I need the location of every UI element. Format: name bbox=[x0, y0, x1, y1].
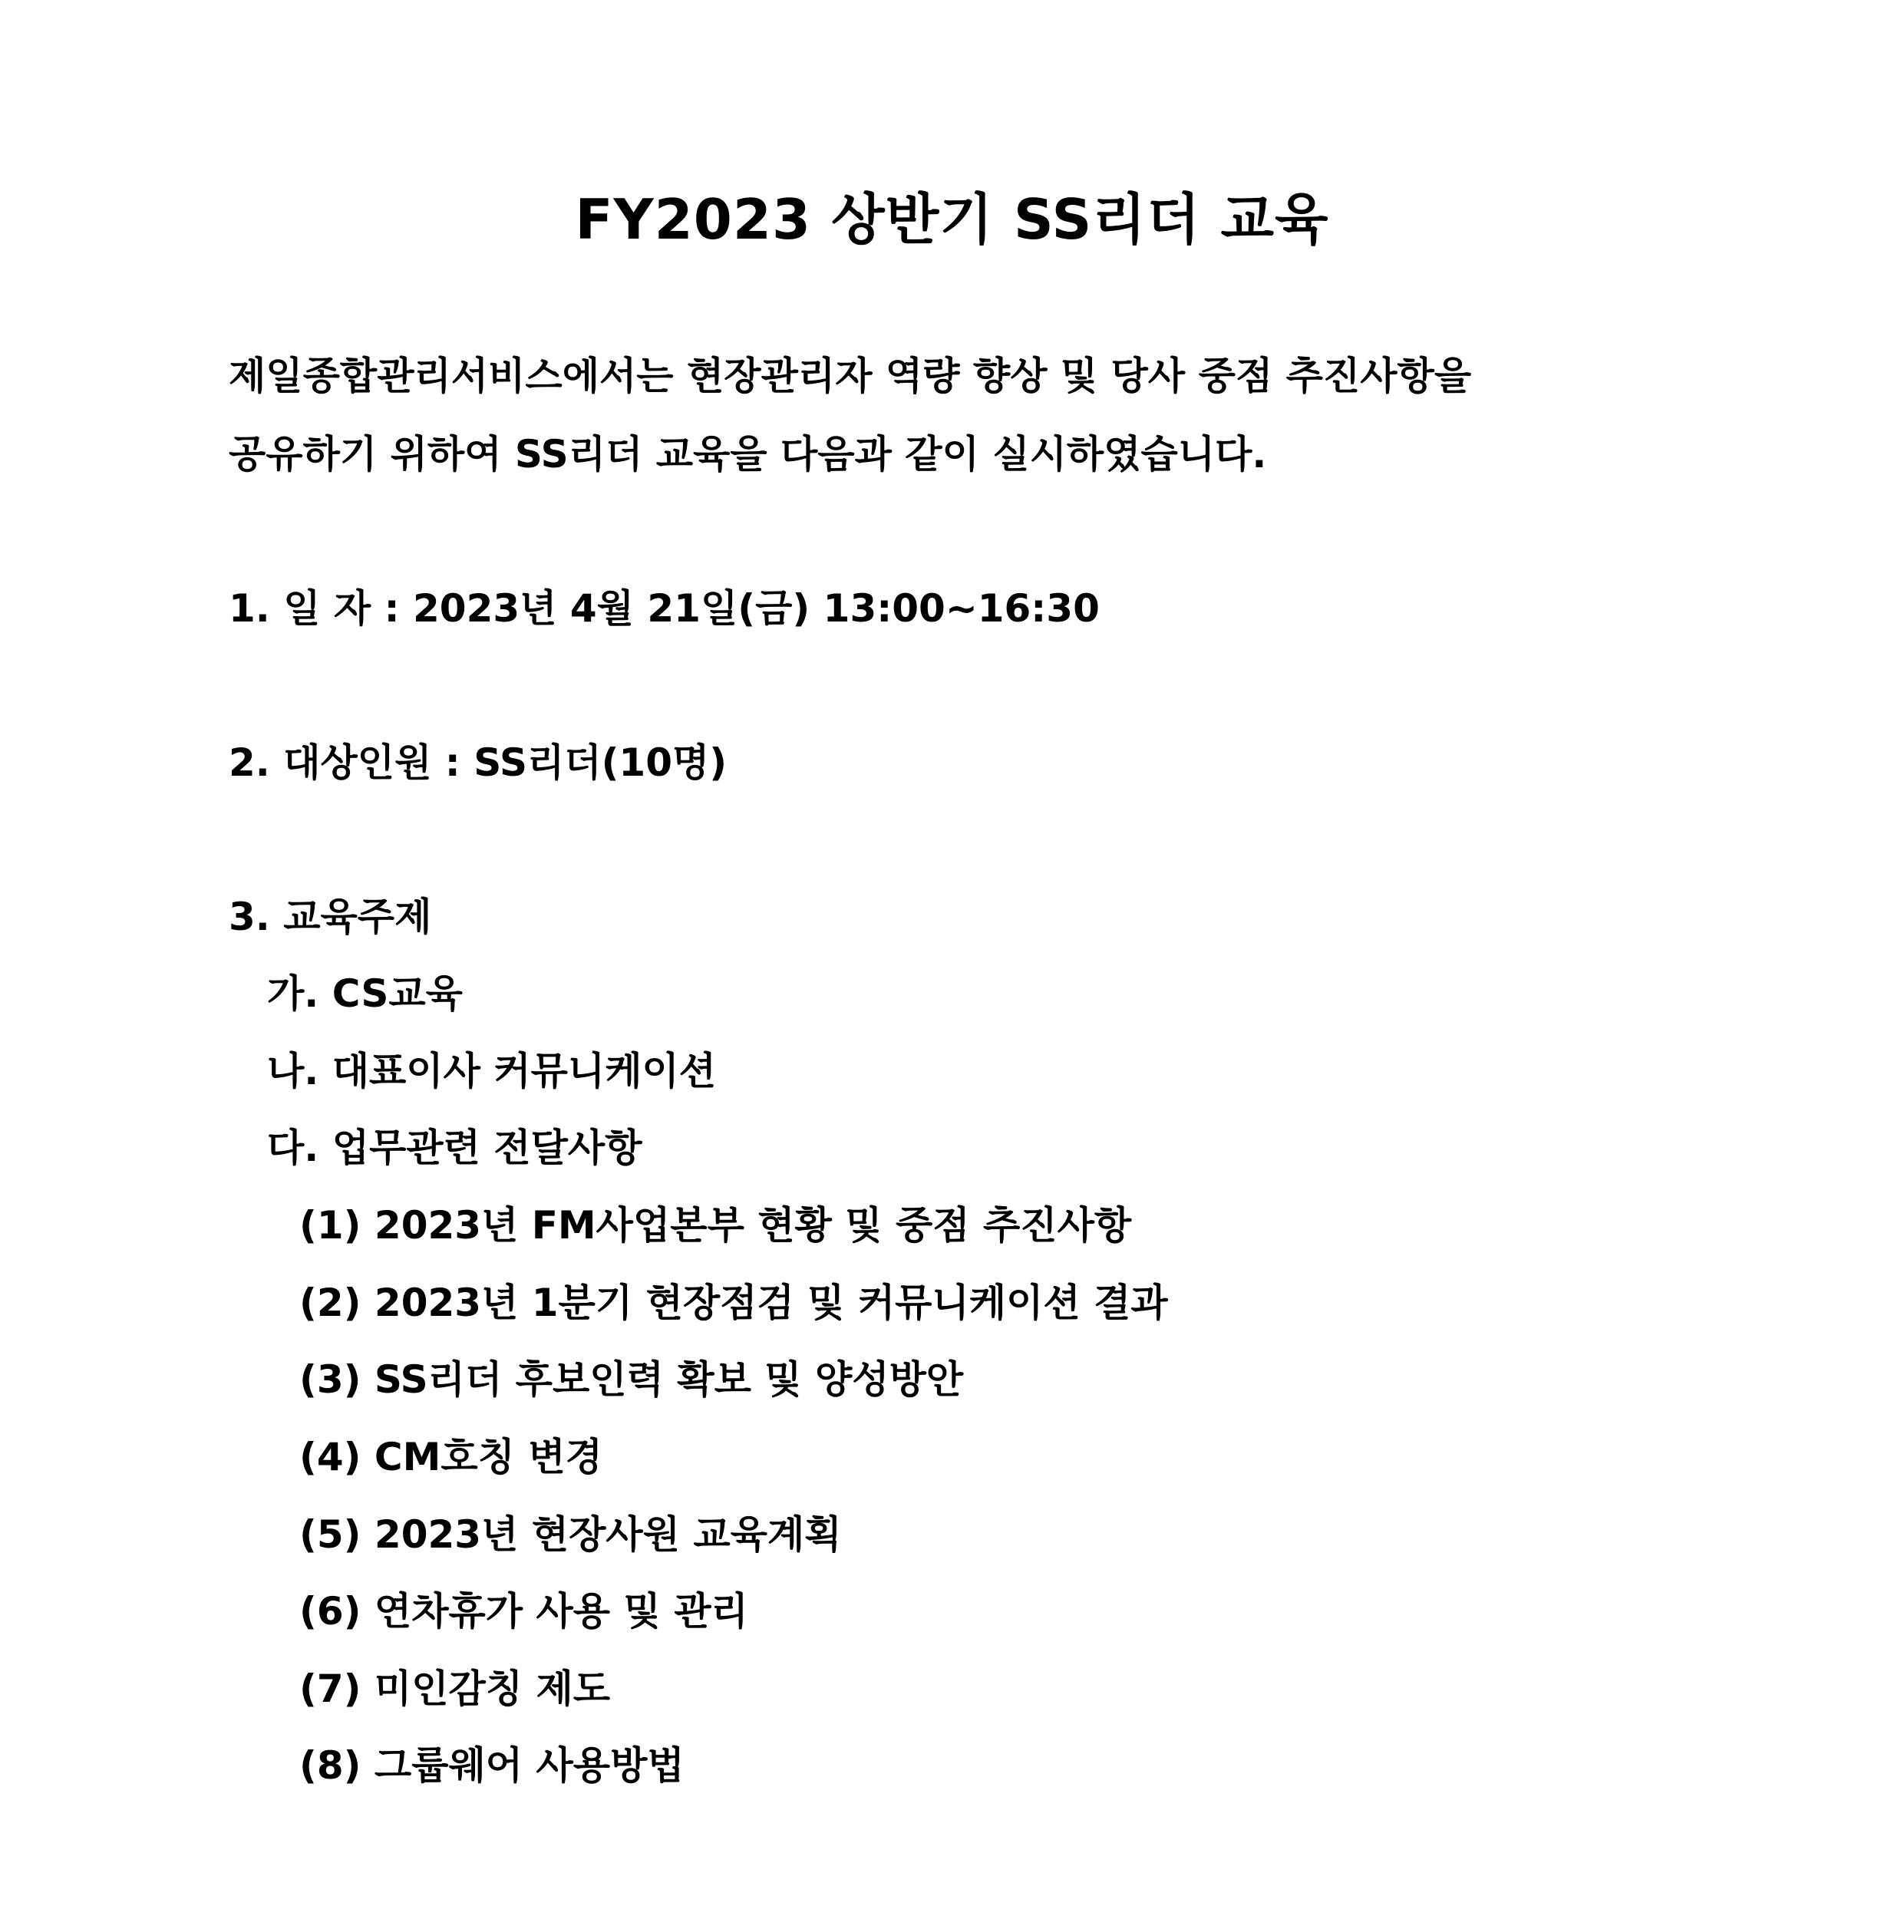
item-topics-heading: 3. 교육주제 bbox=[229, 895, 432, 939]
detail-item: (7) 미인감칭 제도 bbox=[299, 1667, 611, 1711]
intro-line-1: 제일종합관리서비스에서는 현장관리자 역량 향상 및 당사 중점 추진사항을 bbox=[229, 354, 1472, 398]
detail-item: (4) CM호칭 변경 bbox=[299, 1435, 602, 1479]
detail-item: (1) 2023년 FM사업본부 현황 및 중점 추진사항 bbox=[299, 1203, 1132, 1248]
detail-item: (5) 2023년 현장사원 교육계획 bbox=[299, 1512, 842, 1557]
topic-item: 다. 업무관련 전달사항 bbox=[267, 1126, 642, 1170]
topic-item: 가. CS교육 bbox=[267, 971, 463, 1016]
intro-line-2: 공유하기 위하여 SS리더 교육을 다음과 같이 실시하였습니다. bbox=[229, 432, 1267, 476]
item-date: 1. 일 자 : 2023년 4월 21일(금) 13:00~16:30 bbox=[229, 586, 1100, 631]
document-title: FY2023 상반기 SS리더 교육 bbox=[575, 187, 1329, 252]
detail-item: (3) SS리더 후보인력 확보 및 양성방안 bbox=[299, 1357, 964, 1402]
detail-item: (2) 2023년 1분기 현장점검 및 커뮤니케이션 결과 bbox=[299, 1281, 1168, 1325]
topic-item: 나. 대표이사 커뮤니케이션 bbox=[267, 1049, 717, 1093]
detail-item: (8) 그룹웨어 사용방법 bbox=[299, 1743, 685, 1788]
item-participants: 2. 대상인원 : SS리더(10명) bbox=[229, 740, 728, 785]
detail-item: (6) 연차휴가 사용 및 관리 bbox=[299, 1589, 748, 1634]
